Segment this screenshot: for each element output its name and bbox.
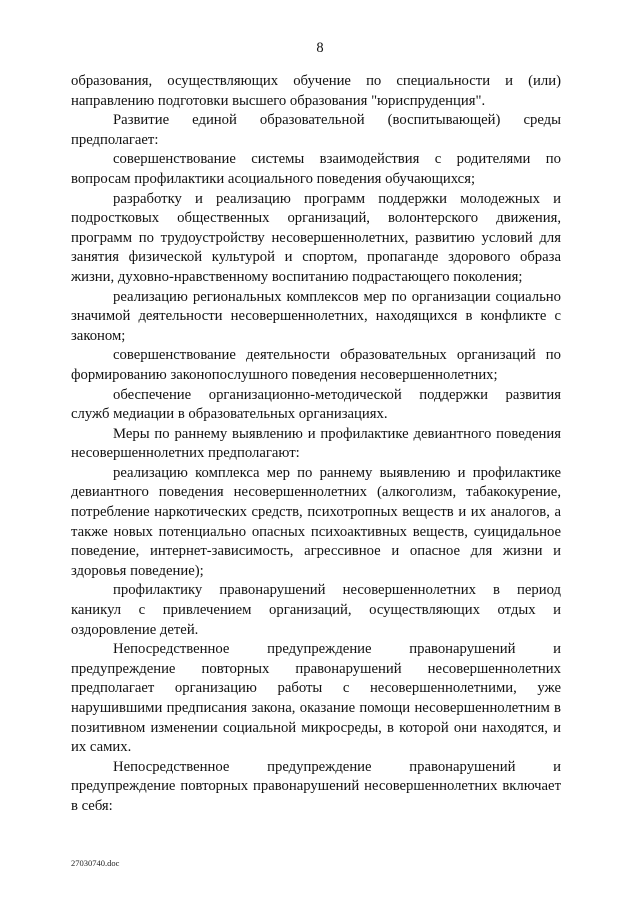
paragraph-environment-intro: Развитие единой образовательной (воспитывающей) среды предполагает: [71,112,561,148]
paragraph-youth-programs: разработку и реализацию программ поддержки молодежных и подростковых общественных организаций, волонтерского движения, программ по трудоустройству несовершеннолетних, развитию условий для занятия физической культурой и спортом, пропаганде здорового образа жизни, духовно-нравственному воспитанию подрастающего поколения; [71,190,561,285]
paragraph-early-detection-measures: реализацию комплекса мер по раннему выявлению и профилактике девиантного поведения несовершеннолетних (алкоголизм, табакокурение, потребление наркотических средств, психотропных веществ и их аналогов, а также новых потенциально опасных психоактивных веществ, суицидальное поведение, интернет-зависимость, агрессивное и опасное для жизни и здоровья поведение); [71,464,561,579]
paragraph-mediation-services: обеспечение организационно-методической поддержки развития служб медиации в образовательных организациях. [71,386,561,423]
paragraph-continuation: образования, осуществляющих обучение по специальности и (или) направлению подготовки высшего образования "юриспруденция". [71,73,561,109]
paragraph-holiday-prevention: профилактику правонарушений несовершеннолетних в период каникул с привлечением организаций, осуществляющих отдых и оздоровление детей. [71,582,561,638]
document-body [71,72,561,817]
file-name-footer: 27030740.doc [71,858,120,868]
paragraph-direct-prevention-includes: Непосредственное предупреждение правонарушений и предупреждение повторных правонарушений несовершеннолетних включает в себя: [71,758,561,814]
paragraph-regional-measures: реализацию региональных комплексов мер по организации социально значимой деятельности несовершеннолетних, находящихся в конфликте с законом; [71,288,561,344]
paragraph-education-orgs: совершенствование деятельности образовательных организаций по формированию законопослушного поведения несовершеннолетних; [71,347,561,383]
paragraph-direct-prevention: Непосредственное предупреждение правонарушений и предупреждение повторных правонарушений несовершеннолетних предполагает организацию работы с несовершеннолетними, уже нарушившими предписания закона, оказание помощи несовершеннолетним в позитивном изменении социальной микросреды, в которой они находятся, и их самих. [71,641,561,756]
paragraph-parents-interaction: совершенствование системы взаимодействия с родителями по вопросам профилактики асоциального поведения обучающихся; [71,151,561,187]
page-number: 8 [316,40,324,56]
paragraph-early-detection-intro: Меры по раннему выявлению и профилактике девиантного поведения несовершеннолетних предполагают: [71,425,561,462]
